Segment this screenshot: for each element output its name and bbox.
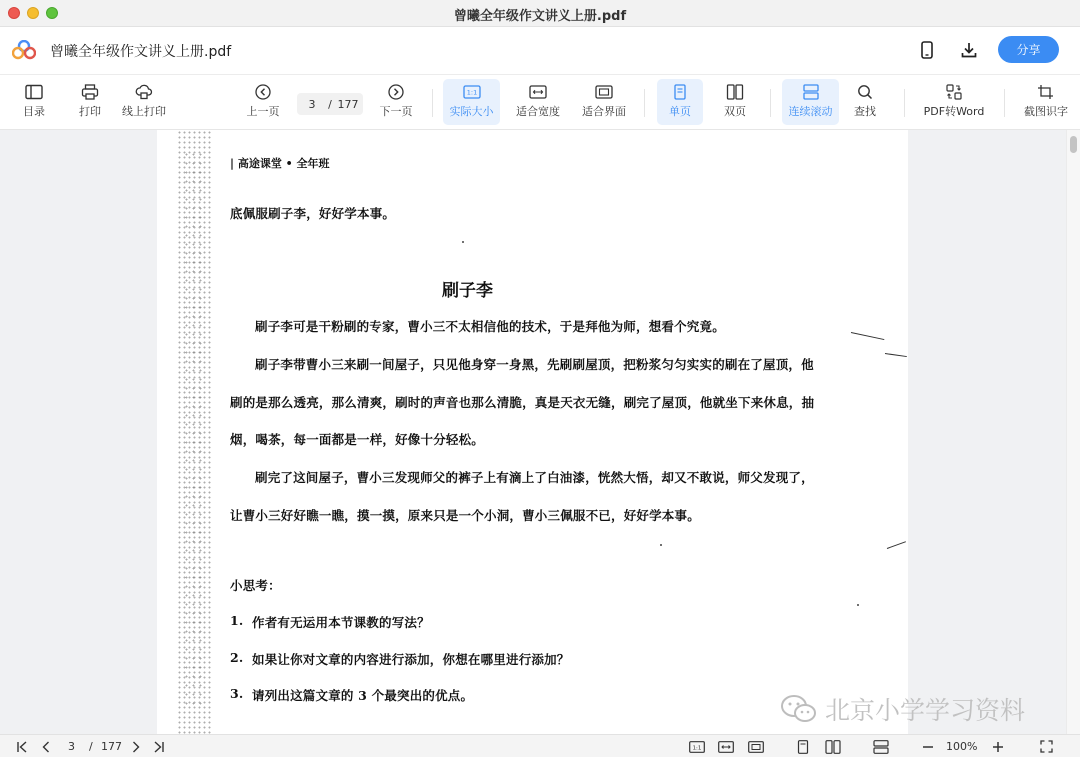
continuous-scroll-button[interactable]	[782, 79, 839, 125]
single-page-icon	[671, 84, 689, 100]
wechat-icon	[779, 694, 819, 724]
continuous-scroll-icon	[802, 84, 820, 100]
paragraph-line: 让曹小三好好瞧一瞧，摸一摸，原来只是一个小洞，曹小三佩服不已，好好学本事。	[230, 508, 700, 523]
printer-icon	[81, 84, 99, 100]
toc-icon	[25, 84, 43, 100]
crop-icon	[1037, 84, 1055, 100]
actual-size-button[interactable]	[443, 79, 500, 125]
online-print-button[interactable]	[117, 79, 171, 125]
paragraph-line: 刷子李带曹小三来刷一间屋子，只见他身穿一身黑，先刷刷屋顶，把粉浆匀匀实实的刷在了屋顶，他	[255, 357, 814, 372]
last-page-icon[interactable]	[151, 739, 167, 754]
continuous-scroll-icon[interactable]	[872, 739, 890, 754]
prev-page-button[interactable]	[243, 79, 283, 125]
single-page-icon[interactable]	[794, 739, 812, 754]
actual-size-label: 实际大小	[449, 105, 494, 118]
next-page-button[interactable]	[376, 79, 416, 125]
toolbar-divider	[432, 89, 433, 117]
fit-page-label: 适合界面	[582, 105, 626, 118]
single-page-button[interactable]	[657, 79, 703, 125]
actual-size-icon[interactable]	[688, 739, 706, 754]
article-title: 刷子李	[442, 281, 493, 301]
pdf-to-word-button[interactable]	[918, 79, 990, 125]
fullscreen-icon[interactable]	[1038, 739, 1054, 754]
zoom-in-icon[interactable]	[990, 739, 1006, 754]
page-header-mark: | 高途课堂 • 全年班	[230, 157, 330, 170]
toolbar-divider	[904, 89, 905, 117]
status-current-page[interactable]: 3	[68, 740, 75, 753]
window-title: 曾曦全年级作文讲义上册.pdf	[453, 9, 627, 24]
think-title: 小思考：	[230, 578, 281, 593]
toolbar-divider	[770, 89, 771, 117]
scan-artifact	[851, 332, 884, 340]
paragraph-line: 刷子李可是干粉刷的专家，曹小三不太相信他的技术，于是拜他为师，想看个究竟。	[255, 319, 725, 334]
question-text: 作者有无运用本节课教的写法？	[252, 615, 430, 630]
document-viewport[interactable]	[0, 130, 1080, 734]
status-total-pages: 177	[101, 740, 122, 753]
search-icon	[856, 84, 874, 100]
zoom-out-icon[interactable]	[920, 739, 936, 754]
continuous-scroll-label: 连续滚动	[788, 105, 833, 118]
paragraph-line: 烟，喝茶，每一面都是一样，好像十分轻松。	[230, 432, 485, 447]
pdf-to-word-label: PDF转Word	[923, 105, 985, 118]
fit-page-icon	[595, 84, 613, 100]
question-number: 1.	[230, 613, 244, 628]
current-page-number[interactable]: 3	[308, 97, 316, 111]
screenshot-ocr-label: 截图识字	[1024, 105, 1068, 118]
title-bar	[0, 0, 1080, 27]
fit-page-icon[interactable]	[747, 739, 765, 754]
zoom-level[interactable]: 100%	[946, 740, 978, 753]
paragraph-line: 刷的是那么透亮，那么清爽，刷时的声音也那么清脆，真是天衣无缝，刷完了屋顶，他就坐下来休息，抽	[230, 395, 815, 410]
app-logo-icon	[12, 40, 36, 60]
actual-size-icon	[463, 84, 481, 100]
total-pages: 177	[337, 97, 359, 111]
next-page-label: 下一页	[379, 105, 413, 118]
download-icon[interactable]	[958, 39, 980, 61]
toc-label: 目录	[23, 105, 45, 118]
first-page-icon[interactable]	[14, 739, 30, 754]
mobile-icon[interactable]	[916, 39, 938, 61]
double-page-label: 双页	[724, 105, 746, 118]
scan-artifact	[887, 541, 906, 549]
toolbar	[0, 75, 1080, 130]
question-text: 请列出这篇文章的 3 个最突出的优点。	[252, 688, 474, 703]
scan-artifact	[660, 544, 662, 546]
find-label: 查找	[854, 105, 876, 118]
toolbar-divider	[644, 89, 645, 117]
scan-artifact	[857, 604, 859, 606]
fit-page-button[interactable]	[576, 79, 632, 125]
scrollbar-thumb[interactable]	[1070, 136, 1077, 153]
screenshot-ocr-button[interactable]	[1018, 79, 1074, 125]
scan-artifact	[462, 241, 464, 243]
page-number-input[interactable]	[297, 93, 363, 115]
cloud-print-icon	[135, 84, 153, 100]
svg-text:1:1: 1:1	[692, 745, 702, 751]
convert-icon	[945, 84, 963, 100]
question-number: 2.	[230, 650, 244, 665]
paragraph-line: 刷完了这间屋子，曹小三发现师父的裤子上有滴上了白油漆，恍然大悟，却又不敢说，师父发现了，	[255, 470, 814, 485]
fit-width-button[interactable]	[510, 79, 566, 125]
fit-width-icon	[529, 84, 547, 100]
prev-page-icon[interactable]	[38, 739, 54, 754]
double-page-button[interactable]	[712, 79, 758, 125]
status-bar	[0, 734, 1080, 757]
vertical-scrollbar[interactable]	[1066, 130, 1080, 734]
next-page-icon[interactable]	[128, 739, 144, 754]
find-button[interactable]	[845, 79, 885, 125]
chevron-right-circle-icon	[387, 84, 405, 100]
double-page-icon[interactable]	[824, 739, 842, 754]
document-name: 曾曦全年级作文讲义上册.pdf	[50, 44, 232, 60]
scan-binding-holes	[183, 150, 205, 710]
fit-width-label: 适合宽度	[516, 105, 560, 118]
status-page-separator: /	[89, 740, 93, 753]
print-button[interactable]	[70, 79, 110, 125]
scan-artifact	[885, 353, 907, 357]
question-number: 3.	[230, 686, 244, 701]
online-print-label: 线上打印	[122, 105, 166, 118]
chevron-left-circle-icon	[254, 84, 272, 100]
question-text: 如果让你对文章的内容进行添加，你想在哪里进行添加？	[252, 652, 570, 667]
pdf-page	[157, 130, 908, 734]
toc-button[interactable]	[14, 79, 54, 125]
single-page-label: 单页	[669, 105, 691, 118]
share-button[interactable]: 分享	[998, 36, 1059, 63]
watermark-text: 北京小学学习资料	[825, 696, 1026, 725]
page-separator: /	[328, 97, 332, 111]
watermark	[779, 690, 1025, 728]
intro-line: 底佩服刷子李，好好学本事。	[230, 206, 396, 221]
double-page-icon	[726, 84, 744, 100]
app-header	[0, 27, 1080, 75]
fit-width-icon[interactable]	[717, 739, 735, 754]
svg-text:1:1: 1:1	[466, 88, 477, 97]
toolbar-divider	[1004, 89, 1005, 117]
prev-page-label: 上一页	[246, 105, 280, 118]
print-label: 打印	[79, 105, 101, 118]
